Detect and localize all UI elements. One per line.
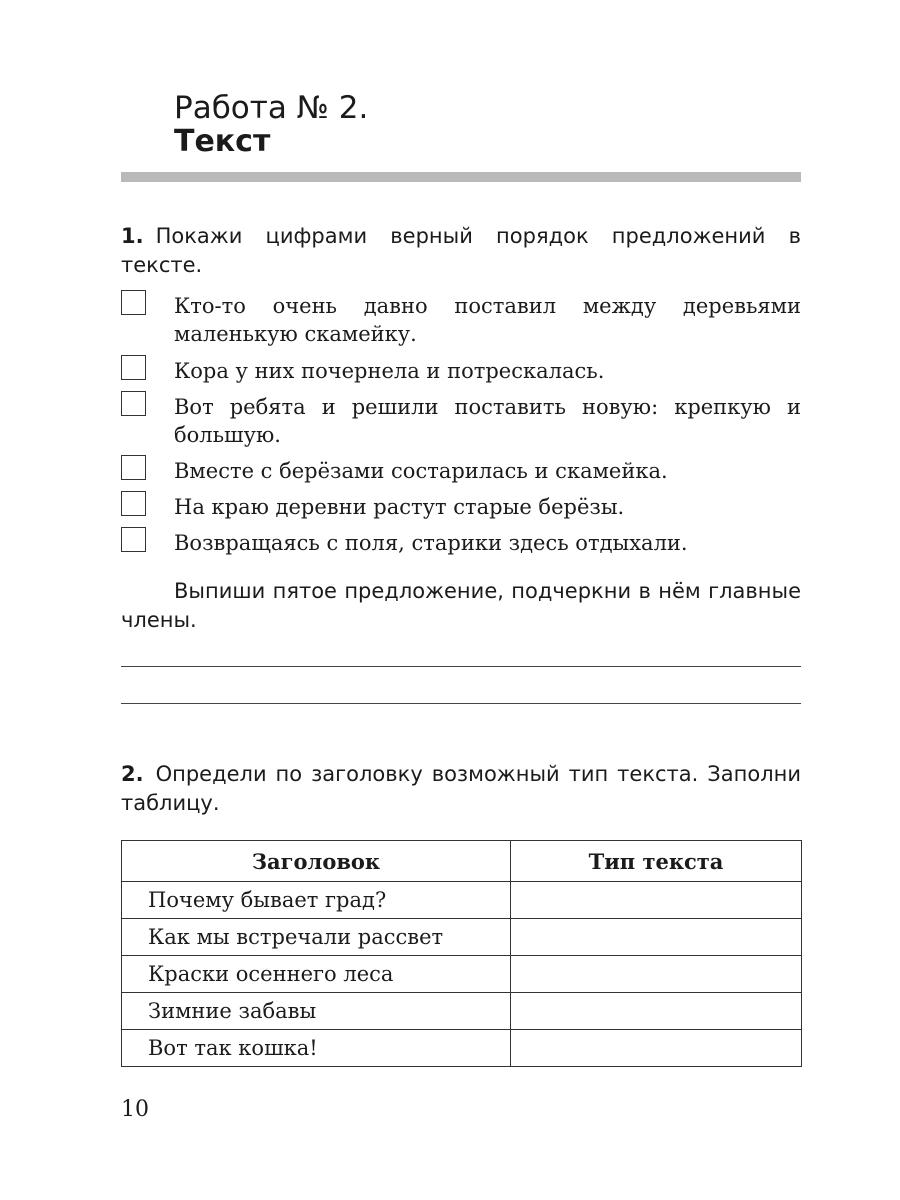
order-input-box[interactable] (121, 290, 146, 315)
table-header-row (122, 841, 802, 882)
column-header-title: Заголовок (122, 841, 511, 882)
answer-line[interactable] (121, 666, 801, 667)
table-row (122, 919, 802, 956)
table-row (122, 1030, 802, 1067)
task2-instruction (121, 760, 801, 818)
header-rule (121, 172, 801, 182)
order-input-box[interactable] (121, 391, 146, 416)
table-row (122, 956, 802, 993)
task1-instruction (121, 222, 801, 280)
type-answer-cell[interactable] (511, 919, 802, 956)
page-subtitle: Текст (174, 124, 271, 159)
sentence-text: Вот ребята и решили поставить новую: крепкую и большую. (174, 395, 801, 447)
task1-number: 1. (121, 224, 144, 248)
task2-number: 2. (121, 762, 144, 786)
sentence-text: Кора у них почернела и потрескалась. (174, 359, 605, 383)
page-title: Работа № 2. (174, 90, 369, 126)
task2-instruction-text: Определи по заголовку возможный тип текста. Заполни таблицу. (121, 762, 801, 815)
task1-followup: Выпиши пятое предложение, подчеркни в нём главные члены. (121, 579, 801, 632)
type-answer-cell[interactable] (511, 956, 802, 993)
type-answer-cell[interactable] (511, 1030, 802, 1067)
sentence-text: Возвращаясь с поля, старики здесь отдыхали. (174, 531, 688, 555)
text-type-table (121, 840, 802, 1067)
sentence-text: На краю деревни растут старые берёзы. (174, 495, 625, 519)
page-number: 10 (121, 1097, 149, 1122)
type-answer-cell[interactable] (511, 882, 802, 919)
order-input-box[interactable] (121, 455, 146, 480)
table-row (122, 882, 802, 919)
answer-line[interactable] (121, 703, 801, 704)
sentence-text: Кто-то очень давно поставил между деревьями маленькую скамейку. (174, 294, 801, 346)
title-cell: Почему бывает град? (122, 882, 511, 919)
column-header-type: Тип текста (511, 841, 802, 882)
order-input-box[interactable] (121, 527, 146, 552)
type-answer-cell[interactable] (511, 993, 802, 1030)
title-cell: Краски осеннего леса (122, 956, 511, 993)
table-row (122, 993, 802, 1030)
title-cell: Зимние забавы (122, 993, 511, 1030)
title-cell: Как мы встречали рассвет (122, 919, 511, 956)
sentence-text: Вместе с берёзами состарилась и скамейка. (174, 459, 668, 483)
title-cell: Вот так кошка! (122, 1030, 511, 1067)
order-input-box[interactable] (121, 355, 146, 380)
order-input-box[interactable] (121, 491, 146, 516)
task1-instruction-text: Покажи цифрами верный порядок предложений в тексте. (121, 224, 801, 277)
